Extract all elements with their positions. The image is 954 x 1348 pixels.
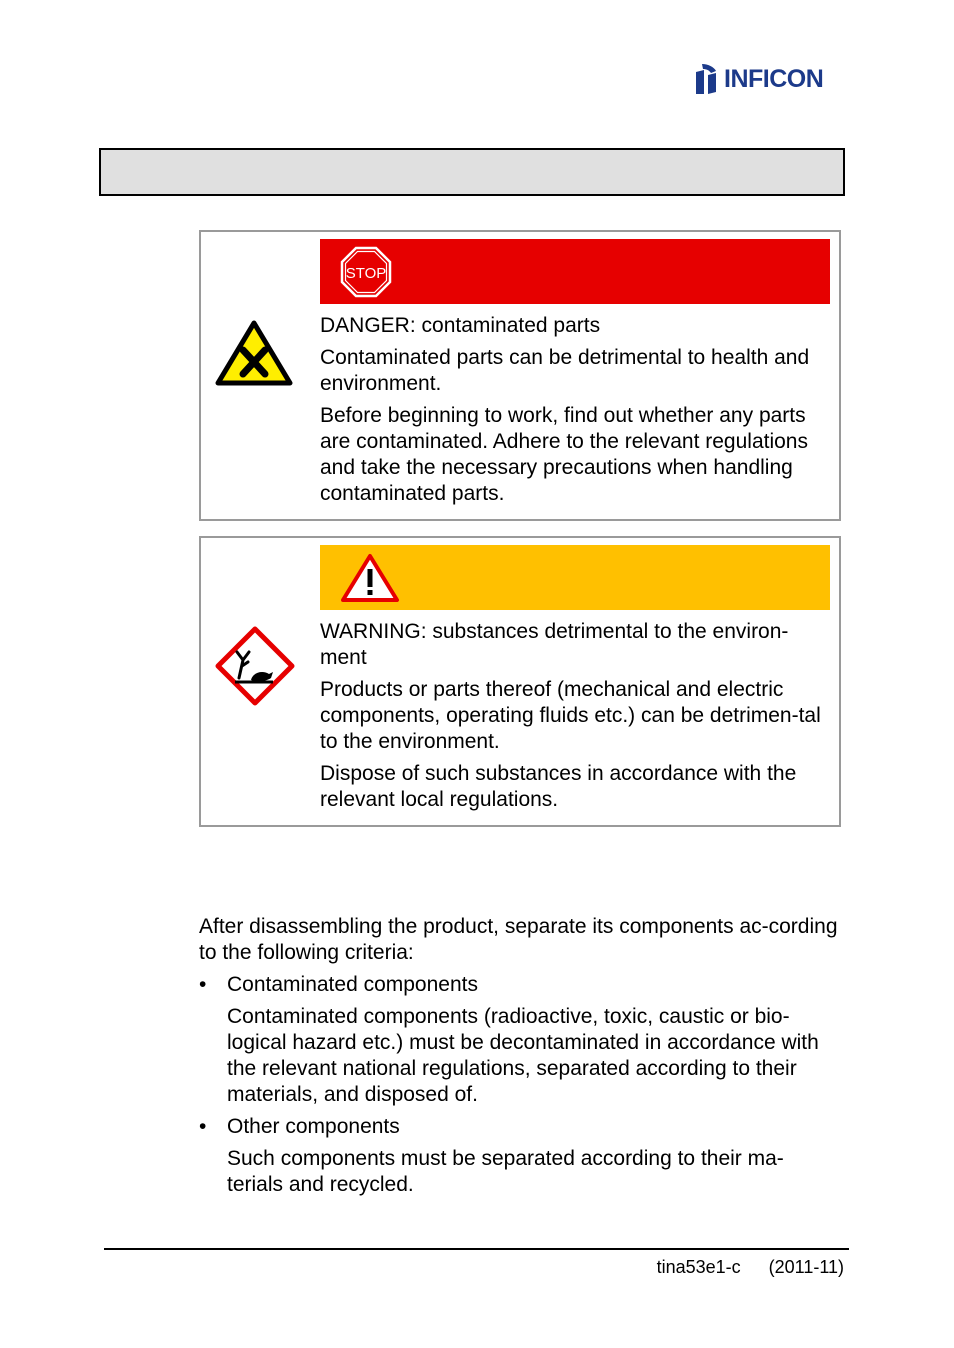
danger-text-block [320,313,835,513]
footer-divider [104,1248,849,1250]
bullet-item [199,1114,839,1140]
bullet-description [199,1146,839,1198]
warning-paragraph-2: Dispose of such substances in accordance with the relevant local regulations. [320,762,797,811]
warning-title: WARNING: substances detrimental to the environ-ment [320,620,789,669]
disposal-instructions [199,914,839,1198]
bullet-text: Contaminated components (radioactive, toxic, caustic or bio-logical hazard etc.) must be decontaminated in accordance with the relevant national regulations, separated according to their materials, and disposed of. [227,1005,819,1106]
danger-signal-bar [320,239,830,304]
warning-notice [199,536,841,827]
document-id: tina53e1-c [656,1257,741,1277]
bullet-text: Such components must be separated according to their ma-terials and recycled. [227,1147,784,1196]
inficon-logo [694,62,823,96]
danger-paragraph-2: Before beginning to work, find out whether any parts are contaminated. Adhere to the relevant regulations and take the necessary precautions when handling contaminated parts. [320,404,808,505]
warning-text-block [320,619,835,819]
stop-sign-icon [340,246,392,298]
environmental-hazard-icon [215,626,295,706]
bullet-marker: • [199,1115,207,1138]
bullet-marker: • [199,973,207,996]
inficon-logo-icon [694,62,722,96]
warning-triangle-icon [340,552,400,604]
intro-paragraph: After disassembling the product, separate its components ac-cording to the following criteria: [199,915,838,964]
bullet-heading: Other components [227,1115,400,1138]
warning-signal-bar [320,545,830,610]
stop-sign-text: STOP [345,265,387,282]
chapter-heading-bar [99,148,845,196]
footer [657,1257,844,1278]
document-date: (2011-11) [768,1257,844,1277]
harmful-substance-icon [215,320,293,386]
bullet-item [199,972,839,998]
warning-paragraph-1: Products or parts thereof (mechanical and electric components, operating fluids etc.) can be detrimen-tal to the environment. [320,678,821,753]
logo-text: INFICON [724,64,824,93]
danger-notice [199,230,841,521]
danger-paragraph-1: Contaminated parts can be detrimental to health and environment. [320,346,810,395]
bullet-heading: Contaminated components [227,973,478,996]
danger-title: DANGER: contaminated parts [320,314,601,337]
bullet-description [199,1004,839,1108]
